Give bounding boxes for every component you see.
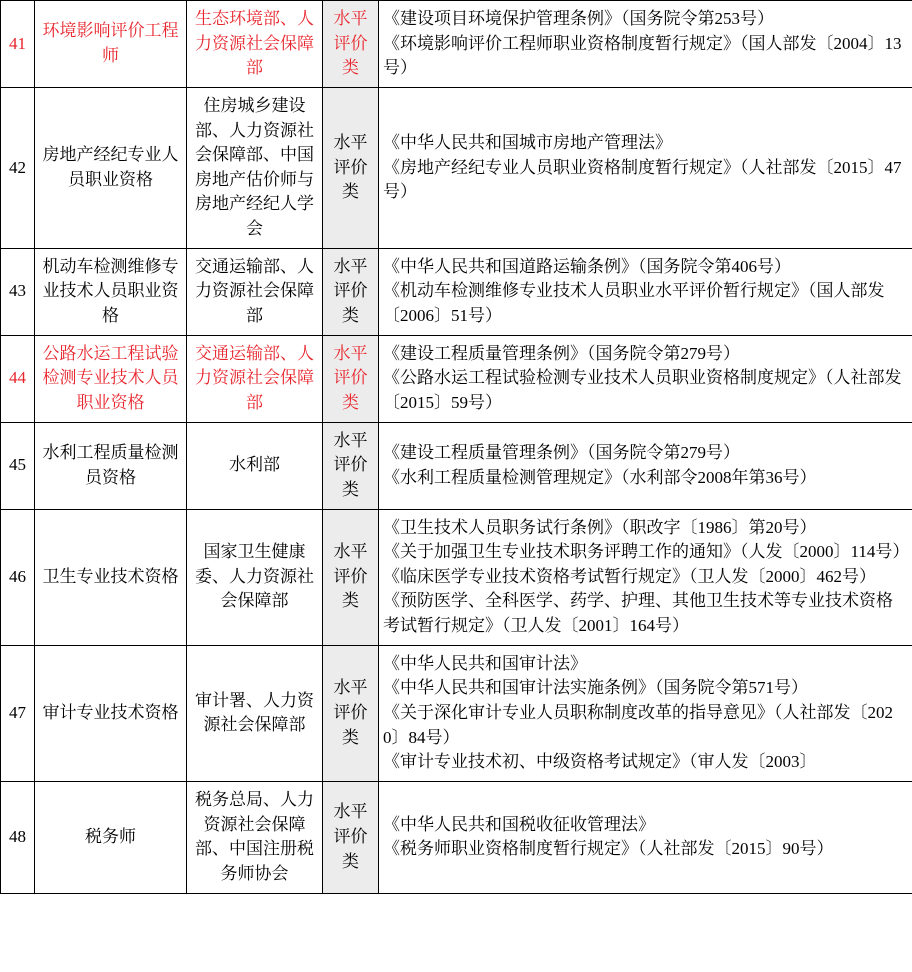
cell-department: 国家卫生健康委、人力资源社会保障部 — [187, 509, 323, 645]
legal-basis-line: 《卫生技术人员职务试行条例》（职改字〔1986〕第20号） — [383, 517, 817, 537]
cell-qualification-name: 水利工程质量检测员资格 — [35, 422, 187, 509]
cell-legal-basis — [379, 87, 912, 248]
legal-basis-line: 《建设项目环境保护管理条例》（国务院令第253号） — [383, 9, 774, 28]
table-row — [1, 248, 912, 335]
cell-category: 水平评价类 — [323, 335, 379, 422]
cell-department: 生态环境部、人力资源社会保障部 — [187, 1, 323, 88]
legal-basis-line: 《临床医学专业技术资格考试暂行规定》（卫人发〔2000〕462号） — [383, 566, 876, 586]
table-body — [1, 1, 912, 894]
cell-legal-basis — [379, 1, 912, 88]
table-row — [1, 1, 912, 88]
legal-basis-line: 《水利工程质量检测管理规定》（水利部令2008年第36号） — [383, 467, 817, 487]
legal-basis-line: 《建设工程质量管理条例》（国务院令第279号） — [383, 343, 740, 363]
cell-department: 交通运输部、人力资源社会保障部 — [187, 248, 323, 335]
cell-index: 42 — [1, 87, 35, 248]
cell-category: 水平评价类 — [323, 781, 379, 893]
cell-category: 水平评价类 — [323, 645, 379, 781]
cell-index: 44 — [1, 335, 35, 422]
cell-qualification-name: 机动车检测维修专业技术人员职业资格 — [35, 248, 187, 335]
cell-legal-basis — [379, 335, 912, 422]
table-row — [1, 87, 912, 248]
table-row — [1, 781, 912, 893]
cell-department: 税务总局、人力资源社会保障部、中国注册税务师协会 — [187, 781, 323, 893]
cell-category: 水平评价类 — [323, 248, 379, 335]
legal-basis-line: 《中华人民共和国城市房地产管理法》 — [383, 132, 672, 152]
legal-basis-line: 《预防医学、全科医学、药学、护理、其他卫生技术等专业技术资格考试暂行规定》（卫人发〔2001〕164号） — [383, 591, 893, 636]
cell-legal-basis — [379, 509, 912, 645]
legal-basis-line: 《关于加强卫生专业技术职务评聘工作的通知》（人发〔2000〕114号） — [383, 542, 910, 562]
legal-basis-line: 《中华人民共和国税收征收管理法》 — [383, 814, 655, 834]
table-row — [1, 335, 912, 422]
cell-department: 住房城乡建设部、人力资源社会保障部、中国房地产估价师与房地产经纪人学会 — [187, 87, 323, 248]
cell-qualification-name: 环境影响评价工程师 — [35, 1, 187, 88]
cell-category: 水平评价类 — [323, 509, 379, 645]
table-row — [1, 422, 912, 509]
cell-index: 43 — [1, 248, 35, 335]
legal-basis-line: 《关于深化审计专业人员职称制度改革的指导意见》（人社部发〔2020〕84号） — [383, 703, 893, 747]
table-row — [1, 645, 912, 781]
cell-qualification-name: 卫生专业技术资格 — [35, 509, 187, 645]
legal-basis-line: 《中华人民共和国道路运输条例》（国务院令第406号） — [383, 256, 791, 276]
cell-index: 41 — [1, 1, 35, 88]
legal-basis-line: 《审计专业技术初、中级资格考试规定》（审人发〔2003〕 — [383, 752, 817, 772]
legal-basis-line: 《税务师职业资格制度暂行规定》（人社部发〔2015〕90号） — [383, 839, 834, 859]
cell-category: 水平评价类 — [323, 422, 379, 509]
cell-legal-basis — [379, 781, 912, 893]
legal-basis-line: 《中华人民共和国审计法实施条例》（国务院令第571号） — [383, 678, 808, 698]
cell-index: 47 — [1, 645, 35, 781]
cell-legal-basis — [379, 248, 912, 335]
cell-department: 交通运输部、人力资源社会保障部 — [187, 335, 323, 422]
cell-qualification-name: 房地产经纪专业人员职业资格 — [35, 87, 187, 248]
cell-qualification-name: 税务师 — [35, 781, 187, 893]
cell-category: 水平评价类 — [323, 1, 379, 88]
legal-basis-line: 《机动车检测维修专业技术人员职业水平评价暂行规定》（国人部发〔2006〕51号） — [383, 281, 885, 326]
cell-index: 48 — [1, 781, 35, 893]
legal-basis-line: 《公路水运工程试验检测专业技术人员职业资格制度规定》（人社部发〔2015〕59号） — [383, 368, 902, 412]
cell-department: 水利部 — [187, 422, 323, 509]
legal-basis-line: 《中华人民共和国审计法》 — [383, 653, 587, 673]
cell-index: 45 — [1, 422, 35, 509]
cell-category: 水平评价类 — [323, 87, 379, 248]
legal-basis-line: 《房地产经纪专业人员职业资格制度暂行规定》（人社部发〔2015〕47号） — [383, 157, 902, 202]
table-row — [1, 509, 912, 645]
cell-qualification-name: 审计专业技术资格 — [35, 645, 187, 781]
cell-department: 审计署、人力资源社会保障部 — [187, 645, 323, 781]
cell-qualification-name: 公路水运工程试验检测专业技术人员职业资格 — [35, 335, 187, 422]
legal-basis-line: 《建设工程质量管理条例》（国务院令第279号） — [383, 442, 740, 462]
cell-index: 46 — [1, 509, 35, 645]
cell-legal-basis — [379, 645, 912, 781]
cell-legal-basis — [379, 422, 912, 509]
legal-basis-line: 《环境影响评价工程师职业资格制度暂行规定》（国人部发〔2004〕13号） — [383, 33, 902, 78]
